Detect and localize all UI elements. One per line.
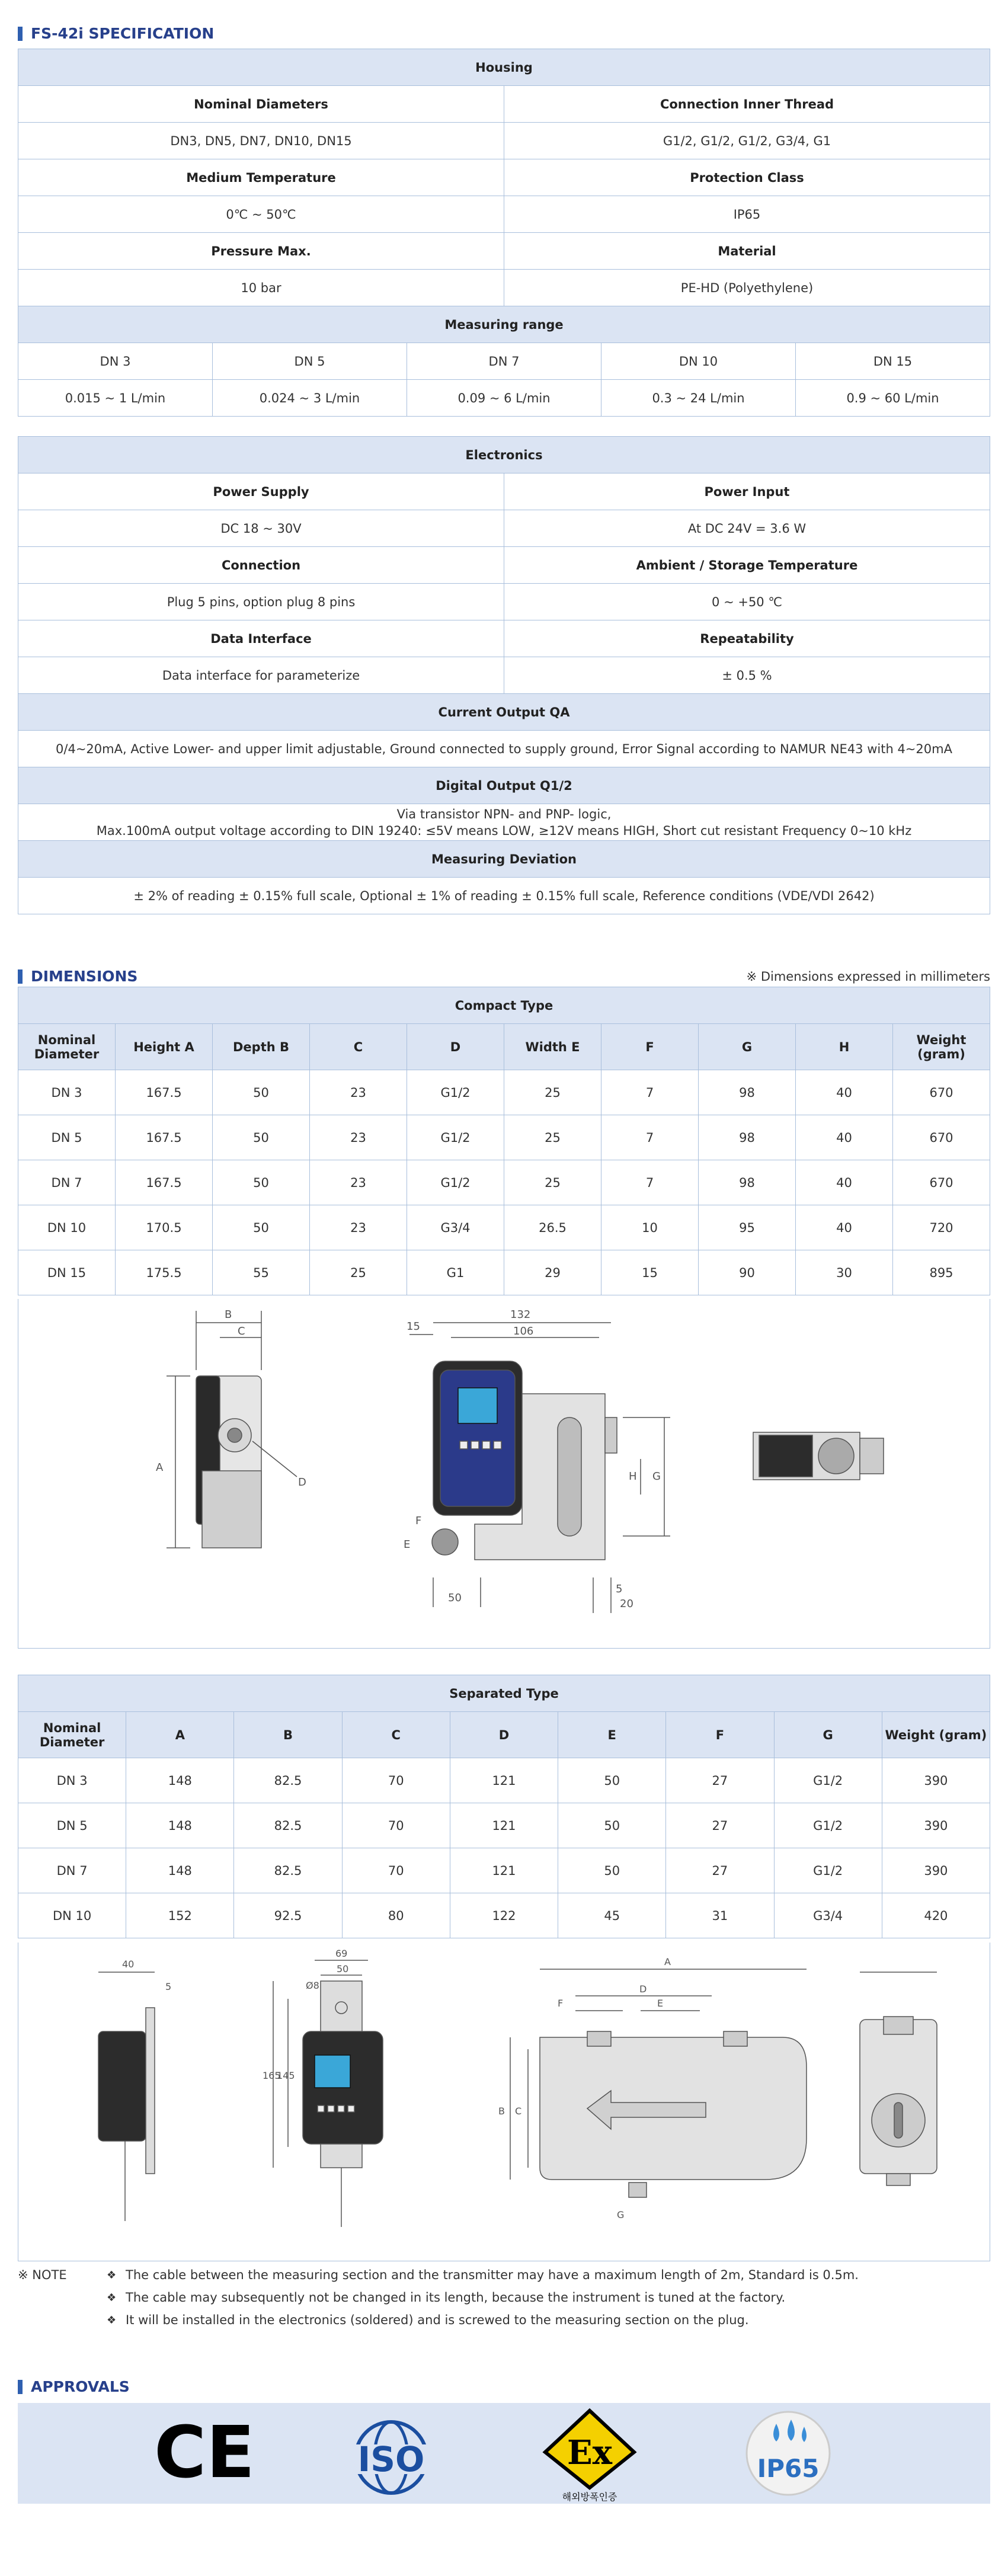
compact-table-cell: 720 bbox=[893, 1205, 990, 1250]
separated-table-cell: 50 bbox=[558, 1803, 666, 1848]
compact-table-cell: G1 bbox=[407, 1250, 504, 1295]
separated-front-view bbox=[273, 1960, 383, 2227]
compact-col-header: C bbox=[310, 1024, 407, 1070]
separated-table-cell: DN 7 bbox=[18, 1848, 126, 1893]
range-value-dn15: 0.9 ~ 60 L/min bbox=[796, 380, 990, 417]
section-marker-icon bbox=[18, 27, 23, 41]
compact-table-cell: 50 bbox=[213, 1070, 310, 1115]
compact-table-cell: G3/4 bbox=[407, 1205, 504, 1250]
compact-dim-label: 20 bbox=[620, 1598, 633, 1610]
dimensions-title: DIMENSIONS bbox=[31, 968, 138, 985]
ex-caption: 해외방폭인증 bbox=[562, 2491, 617, 2503]
separated-dim-label: 165 bbox=[263, 2070, 281, 2081]
compact-top-view bbox=[753, 1432, 884, 1480]
separated-table-cell: G1/2 bbox=[774, 1848, 882, 1893]
compact-table-cell: 25 bbox=[504, 1160, 601, 1205]
separated-table-cell: 82.5 bbox=[234, 1758, 342, 1803]
separated-table-cell: 27 bbox=[666, 1803, 774, 1848]
compact-table-cell: 50 bbox=[213, 1160, 310, 1205]
compact-table-cell: 15 bbox=[601, 1250, 699, 1295]
compact-table-cell: 40 bbox=[796, 1115, 893, 1160]
separated-table-cell: DN 3 bbox=[18, 1758, 126, 1803]
ex-mark-icon bbox=[539, 2408, 640, 2503]
compact-dim-label: B bbox=[225, 1308, 232, 1321]
separated-table-cell: 45 bbox=[558, 1893, 666, 1938]
protection-value: IP65 bbox=[504, 196, 990, 233]
compact-table-cell: DN 3 bbox=[18, 1070, 116, 1115]
compact-dim-label: G bbox=[652, 1470, 661, 1483]
compact-col-header: Weight (gram) bbox=[893, 1024, 990, 1070]
separated-dim-label: G bbox=[617, 2209, 625, 2220]
material-value: PE-HD (Polyethylene) bbox=[504, 270, 990, 306]
note-text: The cable between the measuring section and the transmitter may have a maximum length of 2m, Standard is 0.5m. bbox=[126, 2268, 859, 2282]
compact-dim-label: 50 bbox=[448, 1592, 462, 1604]
compact-dim-label: 5 bbox=[616, 1583, 623, 1595]
separated-dim-label: C bbox=[515, 2105, 522, 2117]
medium-temp-label: Medium Temperature bbox=[18, 159, 504, 196]
compact-table-cell: 98 bbox=[699, 1070, 796, 1115]
compact-table-cell: 25 bbox=[504, 1115, 601, 1160]
iso-logo-text: ISO bbox=[357, 2439, 425, 2479]
compact-table-row bbox=[18, 1115, 990, 1160]
compact-col-header: G bbox=[699, 1024, 796, 1070]
separated-table-cell: 121 bbox=[450, 1848, 558, 1893]
compact-dim-label: C bbox=[238, 1325, 245, 1337]
compact-table-cell: 55 bbox=[213, 1250, 310, 1295]
current-output-header: Current Output QA bbox=[18, 694, 990, 731]
compact-table-cell: 50 bbox=[213, 1205, 310, 1250]
housing-header: Housing bbox=[18, 49, 990, 86]
compact-table-cell: 40 bbox=[796, 1205, 893, 1250]
separated-table-row bbox=[18, 1803, 990, 1848]
compact-table-cell: 670 bbox=[893, 1115, 990, 1160]
repeatability-value: ± 0.5 % bbox=[504, 657, 990, 694]
iso-logo-icon bbox=[338, 2416, 444, 2499]
connection-value: Plug 5 pins, option plug 8 pins bbox=[18, 584, 504, 620]
digital-output-line-1: Via transistor NPN- and PNP- logic, bbox=[396, 807, 612, 821]
separated-col-header: Nominal Diameter bbox=[18, 1712, 126, 1758]
compact-dim-label: A bbox=[156, 1461, 164, 1474]
power-supply-label: Power Supply bbox=[18, 473, 504, 510]
compact-table-cell: 90 bbox=[699, 1250, 796, 1295]
compact-dim-label: 132 bbox=[510, 1308, 531, 1321]
separated-end-view bbox=[860, 1972, 937, 2185]
separated-dim-label: 145 bbox=[277, 2070, 295, 2081]
compact-dim-label: E bbox=[404, 1538, 411, 1551]
compact-table-cell: 23 bbox=[310, 1205, 407, 1250]
diamond-bullet-icon: ❖ bbox=[107, 2268, 117, 2281]
separated-table-cell: 82.5 bbox=[234, 1803, 342, 1848]
note-text: It will be installed in the electronics (soldered) and is screwed to the measuring section on the plug. bbox=[126, 2313, 749, 2327]
compact-dim-label: F bbox=[415, 1515, 422, 1527]
compact-table-cell: 40 bbox=[796, 1160, 893, 1205]
separated-column-headers bbox=[18, 1712, 990, 1758]
compact-table-cell: 895 bbox=[893, 1250, 990, 1295]
nominal-diameters-label: Nominal Diameters bbox=[18, 86, 504, 123]
separated-col-header: E bbox=[558, 1712, 666, 1758]
separated-table-cell: 70 bbox=[342, 1803, 450, 1848]
separated-table-cell: 70 bbox=[342, 1758, 450, 1803]
note-row bbox=[18, 2264, 859, 2286]
separated-table-cell: G1/2 bbox=[774, 1758, 882, 1803]
ambient-value: 0 ~ +50 ℃ bbox=[504, 584, 990, 620]
compact-table-row bbox=[18, 1250, 990, 1295]
section-marker-icon bbox=[18, 969, 23, 984]
separated-table-cell: 152 bbox=[126, 1893, 234, 1938]
compact-col-header: Nominal Diameter bbox=[18, 1024, 116, 1070]
separated-col-header: C bbox=[342, 1712, 450, 1758]
material-label: Material bbox=[504, 233, 990, 270]
approvals-section-title bbox=[18, 2378, 130, 2395]
section-marker-icon bbox=[18, 2380, 23, 2394]
compact-table-cell: 95 bbox=[699, 1205, 796, 1250]
separated-col-header: F bbox=[666, 1712, 774, 1758]
range-value-dn5: 0.024 ~ 3 L/min bbox=[213, 380, 407, 417]
range-size-dn7: DN 7 bbox=[407, 343, 601, 380]
ambient-label: Ambient / Storage Temperature bbox=[504, 547, 990, 584]
separated-table-cell: 390 bbox=[882, 1803, 990, 1848]
compact-table-cell: 175.5 bbox=[116, 1250, 213, 1295]
ce-mark-text: CE bbox=[154, 2421, 255, 2486]
separated-dim-label: E bbox=[657, 1998, 664, 2009]
compact-table-cell: 167.5 bbox=[116, 1070, 213, 1115]
nominal-diameters-value: DN3, DN5, DN7, DN10, DN15 bbox=[18, 123, 504, 159]
compact-col-header: Depth B bbox=[213, 1024, 310, 1070]
range-size-dn15: DN 15 bbox=[796, 343, 990, 380]
compact-table-cell: 30 bbox=[796, 1250, 893, 1295]
diamond-bullet-icon: ❖ bbox=[107, 2313, 117, 2327]
deviation-header: Measuring Deviation bbox=[18, 841, 990, 878]
compact-table-cell: 25 bbox=[310, 1250, 407, 1295]
compact-table-cell: 26.5 bbox=[504, 1205, 601, 1250]
dimensions-unit-note: ※ Dimensions expressed in millimeters bbox=[746, 969, 990, 984]
compact-dim-label: 106 bbox=[513, 1325, 534, 1337]
compact-table-cell: 23 bbox=[310, 1160, 407, 1205]
electronics-header: Electronics bbox=[18, 437, 990, 473]
separated-table-row bbox=[18, 1893, 990, 1938]
separated-table-cell: 148 bbox=[126, 1758, 234, 1803]
connection-label: Connection bbox=[18, 547, 504, 584]
separated-table-cell: 148 bbox=[126, 1803, 234, 1848]
separated-table-cell: 390 bbox=[882, 1758, 990, 1803]
range-value-dn3: 0.015 ~ 1 L/min bbox=[18, 380, 213, 417]
digital-output-value bbox=[18, 804, 990, 841]
range-size-dn3: DN 3 bbox=[18, 343, 213, 380]
separated-table-cell: 31 bbox=[666, 1893, 774, 1938]
dimensions-section-title bbox=[18, 968, 137, 985]
separated-table-body bbox=[18, 1758, 990, 1938]
separated-col-header: Weight (gram) bbox=[882, 1712, 990, 1758]
separated-table-row bbox=[18, 1848, 990, 1893]
medium-temp-value: 0℃ ~ 50℃ bbox=[18, 196, 504, 233]
compact-table-cell: 7 bbox=[601, 1160, 699, 1205]
compact-table-cell: 50 bbox=[213, 1115, 310, 1160]
separated-table-cell: 122 bbox=[450, 1893, 558, 1938]
separated-dim-label: Ø8 bbox=[306, 1980, 319, 1991]
separated-col-header: B bbox=[234, 1712, 342, 1758]
separated-dim-label: 69 bbox=[335, 1948, 348, 1959]
deviation-value: ± 2% of reading ± 0.15% full scale, Optional ± 1% of reading ± 0.15% full scale, Reference conditions (VDE/VDI 2642) bbox=[18, 878, 990, 914]
note-tag: ※ NOTE bbox=[18, 2268, 67, 2282]
compact-table-cell: 29 bbox=[504, 1250, 601, 1295]
separated-dim-label: 50 bbox=[337, 1963, 349, 1975]
range-value-dn10: 0.3 ~ 24 L/min bbox=[601, 380, 796, 417]
compact-table-cell: G1/2 bbox=[407, 1160, 504, 1205]
compact-side-view bbox=[167, 1311, 297, 1548]
compact-col-header: F bbox=[601, 1024, 699, 1070]
separated-drawing bbox=[18, 1943, 990, 2261]
pressure-label: Pressure Max. bbox=[18, 233, 504, 270]
compact-table-row bbox=[18, 1160, 990, 1205]
separated-table-cell: DN 5 bbox=[18, 1803, 126, 1848]
separated-dim-label: F bbox=[558, 1998, 564, 2009]
compact-table-cell: 40 bbox=[796, 1070, 893, 1115]
compact-dim-label: H bbox=[629, 1470, 637, 1483]
compact-table-cell: 23 bbox=[310, 1115, 407, 1160]
separated-table-cell: 80 bbox=[342, 1893, 450, 1938]
compact-dim-label: D bbox=[298, 1476, 306, 1489]
separated-table-cell: G3/4 bbox=[774, 1893, 882, 1938]
electronics-table bbox=[18, 436, 990, 914]
separated-technical-drawing bbox=[18, 1943, 990, 2260]
approvals-strip bbox=[18, 2403, 990, 2504]
digital-output-line-2: Max.100mA output voltage according to DIN 19240: ≤5V means LOW, ≥12V means HIGH, Short cut resistant Frequency 0~10 kHz bbox=[96, 823, 912, 838]
ce-mark-icon bbox=[154, 2421, 255, 2486]
protection-label: Protection Class bbox=[504, 159, 990, 196]
ip65-text: IP65 bbox=[757, 2454, 820, 2483]
compact-technical-drawing bbox=[18, 1299, 990, 1647]
power-input-label: Power Input bbox=[504, 473, 990, 510]
spec-title: FS-42i SPECIFICATION bbox=[31, 25, 215, 42]
compact-table-cell: 23 bbox=[310, 1070, 407, 1115]
separated-type-header: Separated Type bbox=[18, 1675, 990, 1712]
compact-table-row bbox=[18, 1070, 990, 1115]
compact-col-header: H bbox=[796, 1024, 893, 1070]
compact-table-cell: 170.5 bbox=[116, 1205, 213, 1250]
separated-table-cell: 70 bbox=[342, 1848, 450, 1893]
separated-col-header: G bbox=[774, 1712, 882, 1758]
thread-label: Connection Inner Thread bbox=[504, 86, 990, 123]
current-output-value: 0/4~20mA, Active Lower- and upper limit adjustable, Ground connected to supply ground, Error Signal according to NAMUR NE43 with 4~20mA bbox=[18, 731, 990, 767]
compact-table-cell: G1/2 bbox=[407, 1115, 504, 1160]
compact-type-table bbox=[18, 987, 990, 1295]
separated-table-cell: 82.5 bbox=[234, 1848, 342, 1893]
compact-table-cell: DN 10 bbox=[18, 1205, 116, 1250]
thread-value: G1/2, G1/2, G1/2, G3/4, G1 bbox=[504, 123, 990, 159]
compact-dim-label: 15 bbox=[407, 1320, 420, 1333]
compact-col-header: Width E bbox=[504, 1024, 601, 1070]
range-size-dn10: DN 10 bbox=[601, 343, 796, 380]
compact-table-cell: DN 5 bbox=[18, 1115, 116, 1160]
compact-table-cell: 7 bbox=[601, 1115, 699, 1160]
compact-table-cell: 10 bbox=[601, 1205, 699, 1250]
separated-dim-label: 40 bbox=[122, 1959, 135, 1970]
compact-table-cell: 98 bbox=[699, 1115, 796, 1160]
power-input-value: At DC 24V = 3.6 W bbox=[504, 510, 990, 547]
separated-table-cell: 390 bbox=[882, 1848, 990, 1893]
spec-section-title bbox=[18, 25, 214, 42]
separated-table-cell: 27 bbox=[666, 1848, 774, 1893]
separated-type-table bbox=[18, 1675, 990, 1938]
note-row bbox=[18, 2309, 859, 2331]
separated-side-view bbox=[98, 1972, 155, 2221]
data-interface-value: Data interface for parameterize bbox=[18, 657, 504, 694]
compact-table-cell: 7 bbox=[601, 1070, 699, 1115]
compact-front-view bbox=[409, 1323, 670, 1613]
separated-col-header: A bbox=[126, 1712, 234, 1758]
compact-table-cell: DN 15 bbox=[18, 1250, 116, 1295]
separated-table-cell: 148 bbox=[126, 1848, 234, 1893]
range-value-dn7: 0.09 ~ 6 L/min bbox=[407, 380, 601, 417]
separated-table-cell: 92.5 bbox=[234, 1893, 342, 1938]
data-interface-label: Data Interface bbox=[18, 620, 504, 657]
separated-dim-label: D bbox=[639, 1983, 647, 1995]
repeatability-label: Repeatability bbox=[504, 620, 990, 657]
compact-table-cell: 167.5 bbox=[116, 1160, 213, 1205]
separated-table-row bbox=[18, 1758, 990, 1803]
approvals-title: APPROVALS bbox=[31, 2378, 130, 2395]
compact-table-cell: 670 bbox=[893, 1070, 990, 1115]
compact-table-cell: DN 7 bbox=[18, 1160, 116, 1205]
separated-dim-label: A bbox=[664, 1956, 671, 1967]
separated-table-cell: 121 bbox=[450, 1803, 558, 1848]
diamond-bullet-icon: ❖ bbox=[107, 2291, 117, 2304]
separated-dim-label: B bbox=[498, 2105, 505, 2117]
separated-table-cell: 50 bbox=[558, 1848, 666, 1893]
compact-table-cell: 670 bbox=[893, 1160, 990, 1205]
compact-table-cell: G1/2 bbox=[407, 1070, 504, 1115]
compact-col-header: D bbox=[407, 1024, 504, 1070]
separated-dim-label: 5 bbox=[165, 1981, 172, 1992]
separated-table-cell: 420 bbox=[882, 1893, 990, 1938]
compact-table-row bbox=[18, 1205, 990, 1250]
compact-table-cell: 167.5 bbox=[116, 1115, 213, 1160]
pressure-value: 10 bar bbox=[18, 270, 504, 306]
ip65-badge-icon bbox=[738, 2409, 839, 2498]
note-text: The cable may subsequently not be changed in its length, because the instrument is tuned at the factory. bbox=[126, 2290, 786, 2305]
range-size-dn5: DN 5 bbox=[213, 343, 407, 380]
compact-table-body bbox=[18, 1070, 990, 1295]
compact-column-headers bbox=[18, 1024, 990, 1070]
separated-table-cell: 50 bbox=[558, 1758, 666, 1803]
compact-drawing bbox=[18, 1299, 990, 1649]
separated-table-cell: DN 10 bbox=[18, 1893, 126, 1938]
notes-block bbox=[18, 2264, 859, 2331]
compact-table-cell: 98 bbox=[699, 1160, 796, 1205]
compact-table-cell: 25 bbox=[504, 1070, 601, 1115]
note-row bbox=[18, 2286, 859, 2309]
digital-output-header: Digital Output Q1/2 bbox=[18, 767, 990, 804]
measuring-range-header: Measuring range bbox=[18, 306, 990, 343]
compact-type-header: Compact Type bbox=[18, 987, 990, 1024]
power-supply-value: DC 18 ~ 30V bbox=[18, 510, 504, 547]
compact-col-header: Height A bbox=[116, 1024, 213, 1070]
svg-text:Ex: Ex bbox=[567, 2433, 613, 2472]
housing-table bbox=[18, 49, 990, 417]
separated-table-cell: G1/2 bbox=[774, 1803, 882, 1848]
separated-table-cell: 27 bbox=[666, 1758, 774, 1803]
separated-col-header: D bbox=[450, 1712, 558, 1758]
separated-table-cell: 121 bbox=[450, 1758, 558, 1803]
